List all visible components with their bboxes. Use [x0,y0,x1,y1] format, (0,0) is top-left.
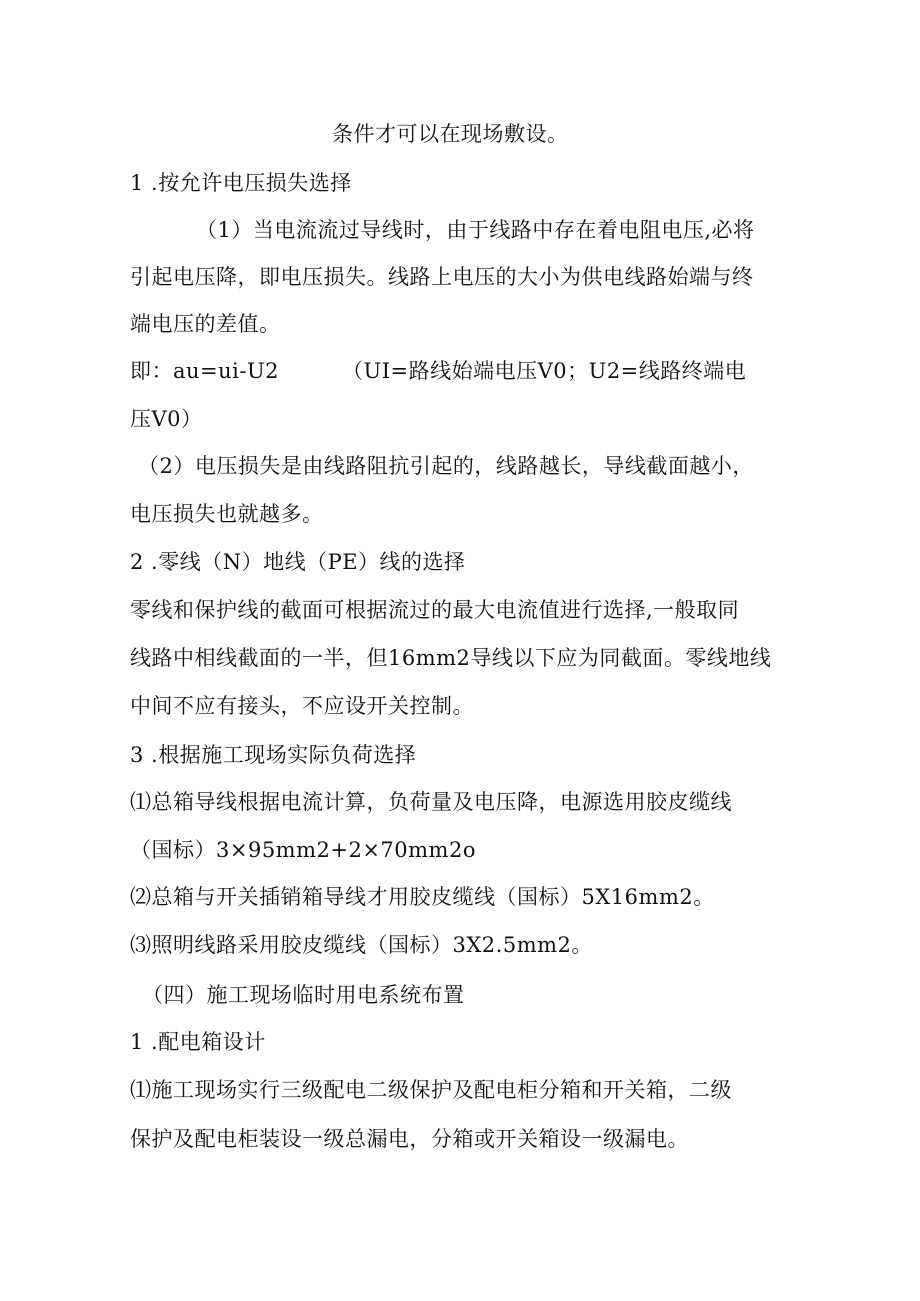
section-heading: 3 .根据施工现场实际负荷选择 [130,743,417,767]
paragraph-line: （2）电压损失是由线路阻抗引起的，线路越长，导线截面越小， [138,454,754,478]
section-heading: 2 .零线（N）地线（PE）线的选择 [130,550,466,574]
formula-note-continued: 压V0） [130,407,203,431]
formula-text: 即：au=ui-U2 [130,359,280,383]
paragraph-line: 电压损失也就越多。 [130,502,324,526]
list-item-continued: 保护及配电柜装设一级总漏电，分箱或开关箱设一级漏电。 [130,1127,689,1151]
continuation-line: 条件才可以在现场敷设。 [332,122,569,146]
paragraph-line: 中间不应有接头，不应设开关控制。 [130,694,474,718]
paragraph-line: 线路中相线截面的一半，但16mm2导线以下应为同截面。零线地线 [130,646,772,670]
list-item: ⑴施工现场实行三级配电二级保护及配电柜分箱和开关箱，二级 [130,1078,732,1102]
list-item: ⑶照明线路采用胶皮缆线（国标）3X2.5mm2。 [130,933,593,957]
list-item-continued: （国标）3×95mm2+2×70mm2o [130,838,476,862]
paragraph-line: 零线和保护线的截面可根据流过的最大电流值进行选择,一般取同 [130,598,740,622]
chapter-heading: （四）施工现场临时用电系统布置 [142,983,465,1007]
paragraph-line: 端电压的差值。 [130,312,281,336]
section-heading: 1 .配电箱设计 [130,1030,266,1054]
list-item: ⑵总箱与开关插销箱导线才用胶皮缆线（国标）5X16mm2。 [130,885,715,909]
paragraph-line: （1）当电流流过导线时，由于线路中存在着电阻电压,必将 [196,218,755,242]
formula-note: （UI=路线始端电压V0；U2=线路终端电 [342,359,747,383]
paragraph-line: 引起电压降，即电压损失。线路上电压的大小为供电线路始端与终 [130,265,754,289]
list-item: ⑴总箱导线根据电流计算，负荷量及电压降，电源选用胶皮缆线 [130,790,732,814]
section-heading: 1 .按允许电压损失选择 [130,171,352,195]
